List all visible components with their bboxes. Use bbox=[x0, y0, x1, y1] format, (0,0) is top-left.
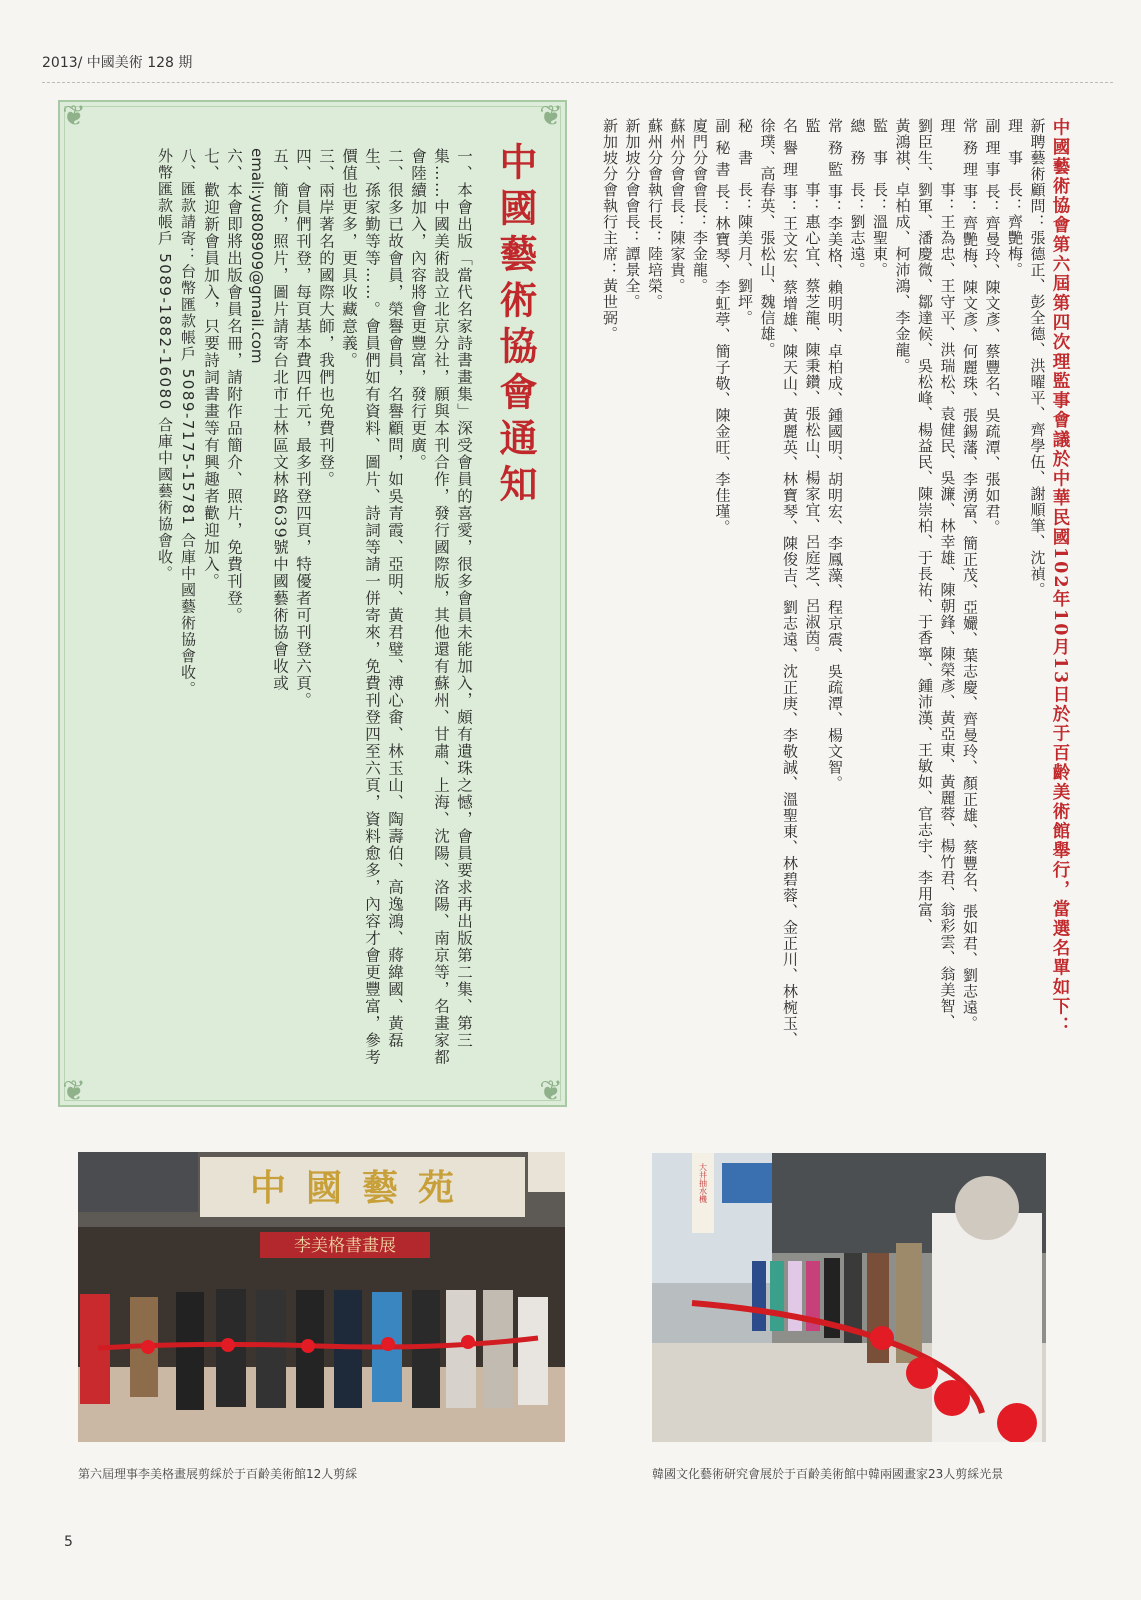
notice-item: 七、歡迎新會員加入，只要詩詞書畫等有興趣者歡迎加入。 bbox=[202, 148, 220, 590]
ribbon-cutting-photo-left bbox=[78, 1152, 565, 1442]
ornament-corner-icon: ❦ bbox=[539, 1074, 563, 1107]
ornament-corner-icon: ❦ bbox=[62, 1074, 86, 1107]
notice-item: 六、本會即將出版會員名冊，請附作品簡介、照片，免費刊登。 bbox=[225, 148, 243, 624]
notice-item: 一、本會出版「當代名家詩書畫集」深受會員的喜愛，很多會員未能加入，頗有遺珠之憾，會員要求再出版第二集、第三集……中國美術設立北京分社，願與本刊合作，發行國際版，其他還有蘇州、甘肅、上海、沈陽、洛陽、南京等，名畫家都會陸續加入，內容將會更豐富，發行更廣。 bbox=[409, 148, 473, 1066]
notice-email: email:yu808909@gmail.com bbox=[248, 148, 266, 364]
notice-item: 八、匯款請寄：台幣匯款帳戶 5089-7175-15781 合庫中國藝術協會收。 bbox=[179, 148, 197, 698]
notice-body bbox=[153, 148, 475, 1078]
board-row: 理 事：王為忠、王守平、洪瑞松、袁健民、吳濂、林幸雄、陳朝鋒、陳榮彥、黃亞東、黃麗蓉、楊竹君、翁彩雲、翁美智、 bbox=[938, 118, 957, 1030]
ornament-corner-icon: ❦ bbox=[539, 99, 563, 132]
board-row: 常 務 監 事：李美格、賴明明、卓柏成、鍾國明、胡明宏、李鳳藻、程京震、吳疏潭、楊文智。 bbox=[826, 118, 844, 792]
notice-title: 中國藝術協會通知 bbox=[493, 142, 538, 510]
photo-caption-right: 韓國文化藝術研究會展於于百齡美術館中韓兩國畫家23人剪綵光景 bbox=[652, 1467, 1004, 1481]
board-row: 監 事 長：溫聖東。 bbox=[871, 118, 889, 278]
notice-box bbox=[58, 100, 567, 1107]
board-row: 總 務 長：劉志遠。 bbox=[848, 118, 867, 278]
ribbon-cutting-photo-right bbox=[652, 1153, 1046, 1442]
issue-header: 2013/ 中國美術 128 期 bbox=[42, 55, 193, 71]
board-row: 新加坡分會會長：譚景全。 bbox=[623, 118, 642, 310]
ornament-corner-icon: ❦ bbox=[62, 99, 86, 132]
board-row: 副 理 事 長：齊曼玲、陳文彥、蔡豐名、吳疏潭、張如君。 bbox=[983, 118, 1002, 536]
notice-item: 二、很多已故會員，榮譽會員，名譽顧問，如吳青霞、亞明、黃君璧、溥心畬、林玉山、陶壽伯、高逸鴻、蔣緯國、黃磊生、孫家勤等等……。會員們如有資料、圖片、詩詞等請一併寄來，免費刊登四至六頁，資料愈多，內容才會更豐富，參考價值也更多，更具收藏意義。 bbox=[340, 148, 404, 1066]
street-sign-text: 大井抽水機 bbox=[698, 1163, 708, 1203]
board-row: 新聘藝術顧問：張德正、彭全德、洪曜平、齊學伍、謝順筆、沈禎。 bbox=[1028, 118, 1047, 598]
board-headline: 中國藝術協會第六屆第四次理監事會議於中華民國102年10月13日於于百齡美術館舉行，當選名單如下： bbox=[1050, 118, 1070, 1037]
board-list bbox=[599, 118, 1072, 1068]
board-row: 蘇州分會執行長：陸培榮。 bbox=[646, 118, 664, 310]
board-row: 副 秘 書 長：林寶琴、李虹葶、簡子敬、陳金旺、李佳瑾。 bbox=[713, 118, 732, 536]
board-row: 蘇州分會會長：陳家貴。 bbox=[668, 118, 687, 294]
notice-foreign-account: 外幣匯款帳戶 5089-1882-16080 合庫中國藝術協會收。 bbox=[156, 148, 174, 582]
board-row: 新加坡分會執行主席：黃世弼。 bbox=[601, 118, 619, 342]
board-row: 秘 書 長：陳美月、劉坪。 bbox=[736, 118, 754, 326]
board-row: 劉臣生、劉軍、潘慶微、鄒達候、吳松峰、楊益民、陳崇柏、于長祐、于香寧、鍾沛漢、王敏如、官志宇、李用富、 bbox=[916, 118, 934, 934]
board-row: 廈門分會會長：李金龍。 bbox=[691, 118, 709, 294]
photo-caption-left: 第六屆理事李美格畫展剪綵於于百齡美術館12人剪綵 bbox=[78, 1467, 358, 1481]
banner-text: 李美格書畫展 bbox=[294, 1236, 396, 1256]
header-divider bbox=[42, 82, 1113, 83]
notice-item: 三、兩岸著名的國際大師，我們也免費刊登。 bbox=[317, 148, 335, 488]
notice-item: 四、會員們刊登，每頁基本費四仟元，最多刊登四頁，特優者可刊登六頁。 bbox=[294, 148, 312, 709]
board-row: 常 務 理 事：齊艷梅、陳文彥、何麗珠、張錫藩、李湧富、簡正茂、亞孍、葉志慶、齊曼玲、顏正雄、蔡豐名、張如君、劉志遠。 bbox=[961, 118, 979, 1032]
page-number: 5 bbox=[64, 1534, 73, 1550]
shop-sign-text: 中國藝苑 bbox=[249, 1167, 475, 1209]
board-row: 黃鴻祺、卓柏成、柯沛鴻、李金龍。 bbox=[893, 118, 912, 374]
notice-item: 五、簡介，照片，圖片請寄台北市士林區文林路639號中國藝術協會收或 bbox=[271, 148, 289, 693]
board-row: 理 事 長：齊艷梅。 bbox=[1006, 118, 1024, 278]
board-row: 徐璞、高春英、張松山、魏信雄。 bbox=[758, 118, 777, 358]
board-row: 名 譽 理 事：王文宏、蔡增雄、陳天山、黃麗英、林寶琴、陳俊吉、劉志遠、沈正庚、李敬誠、溫聖東、林碧蓉、金正川、林椀玉、 bbox=[781, 118, 799, 1048]
board-row: 監 事：惠心宜、蔡芝龍、陳秉鑽、張松山、楊家宜、呂庭芝、呂淑茵。 bbox=[803, 118, 822, 662]
